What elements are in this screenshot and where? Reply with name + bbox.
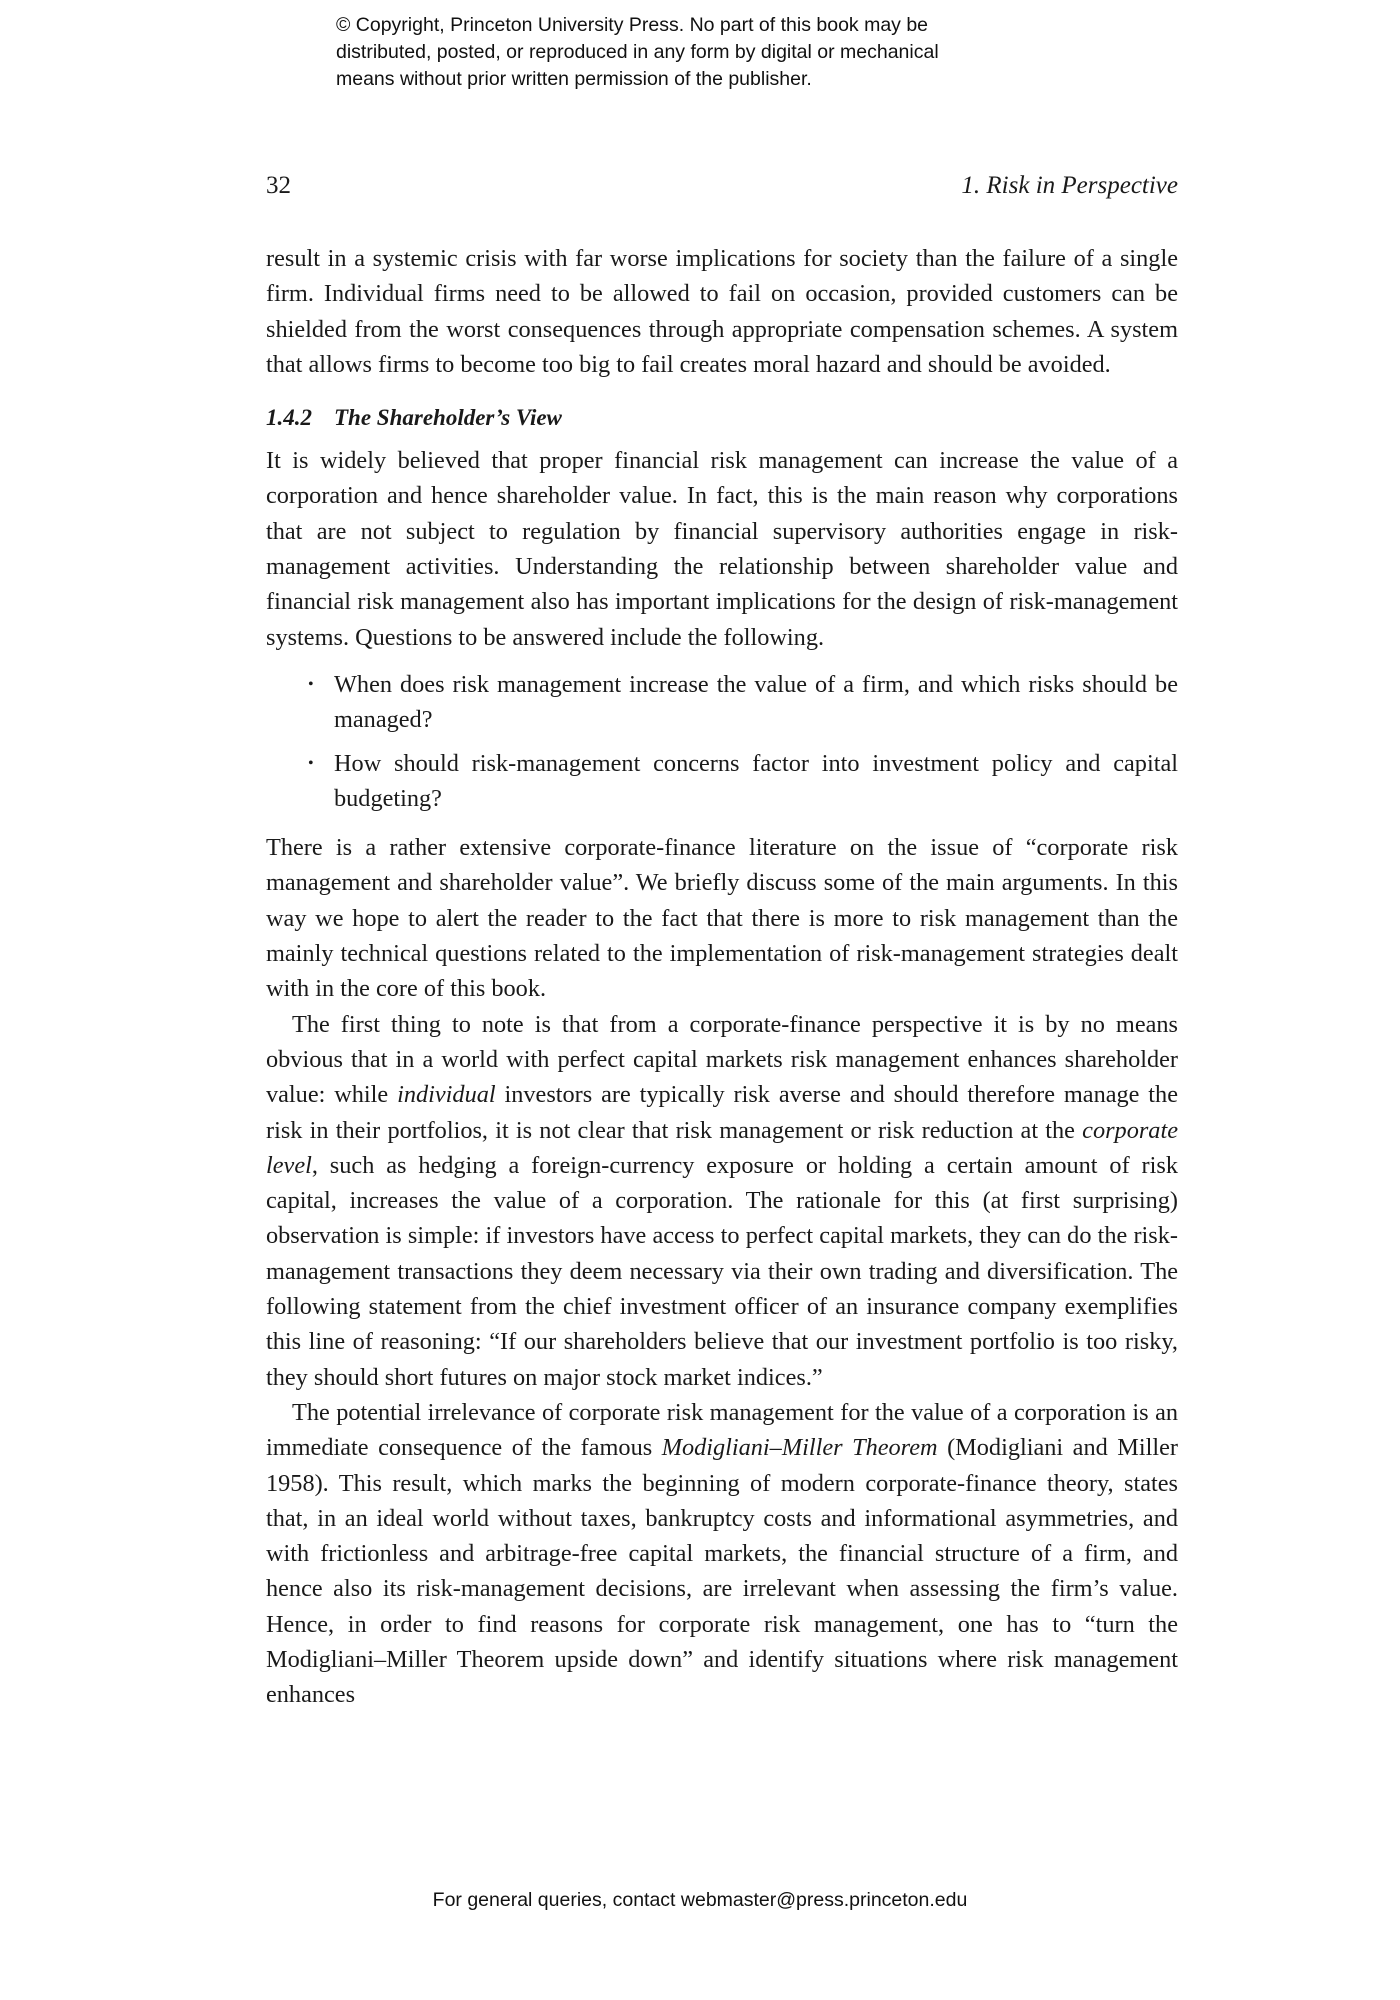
list-item: [266, 746, 1178, 817]
emphasis: Modigliani–Miller Theorem: [661, 1434, 938, 1462]
paragraph: [266, 1007, 1178, 1395]
text-run: The first thing to note is that from a corporate-finance perspective it is by no means obvious that in a world with perfect capital markets risk management enhances shareholder value: while: [266, 1010, 1178, 1109]
text-run: , such as hedging a foreign-currency exposure or holding a certain amount of risk capital, increases the value of a corporation. The rationale for this (at first surprising) observation is simple: if investors have access to perfect capital markets, they can do the risk-management transactions they deem necessary via their own trading and diversification. The following statement from the chief investment officer of an insurance company exemplifies this line of reasoning: “If our shareholders believe that our investment portfolio is too risky, they should short futures on major stock market indices.”: [266, 1151, 1178, 1391]
footer-contact: For general queries, contact webmaster@press.princeton.edu: [432, 1889, 968, 1911]
paragraph: There is a rather extensive corporate-finance literature on the issue of “corporate risk management and shareholder value”. We briefly discuss some of the main arguments. In this way we hope to alert the reader to the fact that there is more to risk management than the mainly technical questions related to the implementation of risk-management strategies dealt with in the core of this book.: [266, 834, 1178, 1003]
list-item: [266, 667, 1178, 738]
bullet-icon: •: [308, 675, 314, 693]
section-heading: [266, 400, 1178, 435]
emphasis: individual: [397, 1081, 496, 1109]
copyright-line: distributed, posted, or reproduced in any form by digital or mechanical: [336, 41, 939, 63]
emphasis: corporate level: [266, 1116, 1178, 1179]
copyright-line: © Copyright, Princeton University Press. No part of this book may be: [336, 14, 929, 36]
section-title: The Shareholder’s View: [334, 405, 562, 431]
page-number: 32: [266, 172, 291, 199]
page-body: [266, 241, 1178, 1713]
list-item-text: When does risk management increase the value of a firm, and which risks should be managed?: [334, 670, 1178, 734]
list-item-text: How should risk-management concerns factor into investment policy and capital budgeting?: [334, 749, 1178, 812]
copyright-line: means without prior written permission of the publisher.: [336, 68, 812, 90]
copyright-notice: [336, 12, 1056, 93]
section-number: 1.4.2: [266, 405, 312, 431]
paragraph: It is widely believed that proper financial risk management can increase the value of a corporation and hence shareholder value. In fact, this is the main reason why corporations that are not subject to regulation by financial supervisory authorities engage in risk-management activities. Understanding the relationship between shareholder value and financial risk management also has important implications for the design of risk-management systems. Questions to be answered include the following.: [266, 447, 1178, 651]
chapter-title: 1. Risk in Perspective: [961, 172, 1178, 199]
bullet-list: [266, 667, 1178, 816]
paragraph: [266, 1395, 1178, 1713]
text-run: (Modigliani and Miller 1958). This result, which marks the beginning of modern corporate-finance theory, states that, in an ideal world without taxes, bankruptcy costs and informational asymmetries, and with frictionless and arbitrage-free capital markets, the financial structure of a firm, and hence also its risk-management decisions, are irrelevant when assessing the firm’s value. Hence, in order to find reasons for corporate risk management, one has to “turn the Modigliani–Miller Theorem upside down” and identify situations where risk management enhances: [266, 1434, 1178, 1709]
paragraph: result in a systemic crisis with far worse implications for society than the failure of a single firm. Individual firms need to be allowed to fail on occasion, provided customers can be shielded from the worst consequences through appropriate compensation schemes. A system that allows firms to become too big to fail creates moral hazard and should be avoided.: [266, 245, 1178, 378]
text-run: investors are typically risk averse and should therefore manage the risk in their portfolios, it is not clear that risk management or risk reduction at the: [266, 1081, 1178, 1144]
text-run: The potential irrelevance of corporate risk management for the value of a corporation is an immediate consequence of the famous: [266, 1398, 1178, 1462]
bullet-icon: •: [308, 754, 314, 772]
running-head: [266, 172, 1178, 212]
